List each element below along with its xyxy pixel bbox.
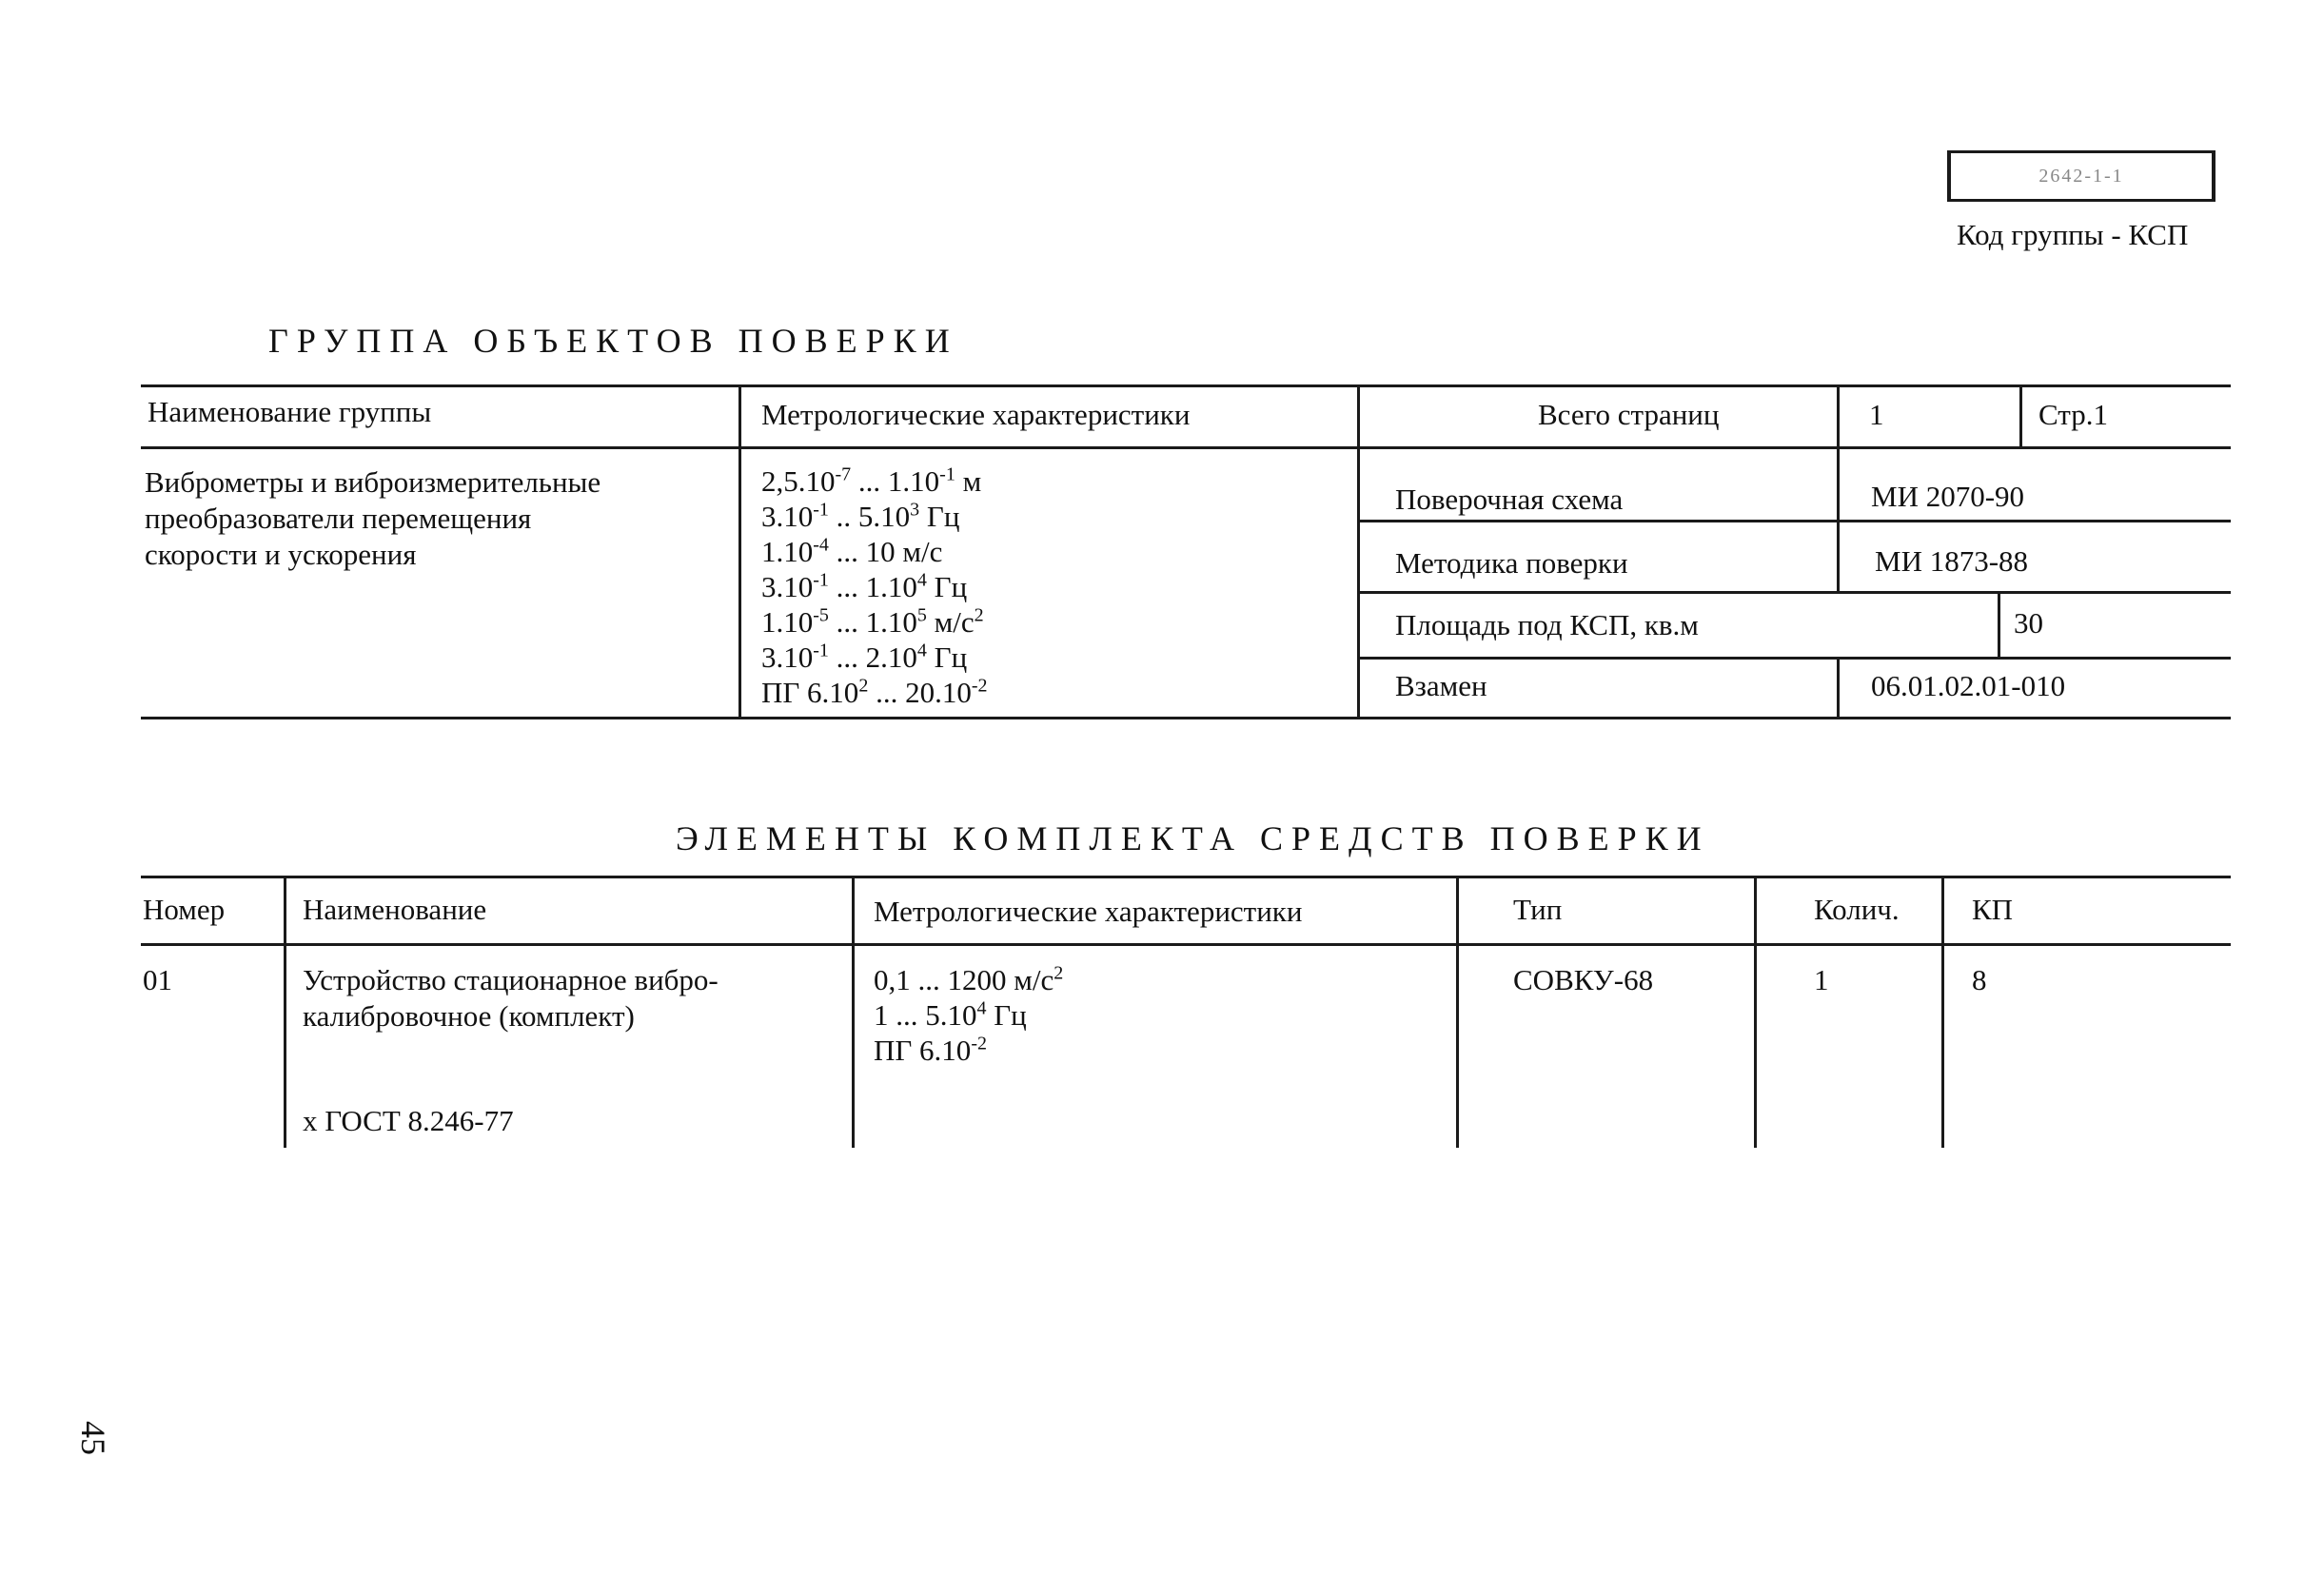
replaces-label: Взамен — [1395, 669, 1487, 702]
total-pages-value: 1 — [1869, 398, 1884, 431]
table2-col-divider-3 — [1456, 876, 1459, 1148]
table1-bottom-rule — [141, 717, 2231, 719]
replaces-value: 06.01.02.01-010 — [1871, 669, 2066, 702]
table2-top-rule — [141, 876, 2231, 878]
table1-row-rule-2 — [1359, 591, 2231, 594]
section2-title: ЭЛЕМЕНТЫ КОМПЛЕКТА СРЕДСТВ ПОВЕРКИ — [676, 819, 1710, 857]
table2-header-rule — [141, 943, 2231, 946]
table1-row-rule-1 — [1359, 520, 2231, 522]
group-metro-line: $1.10^{-4}$ ... 10 м/с — [761, 534, 943, 568]
row-name: Устройство стационарное вибро- калибровочное (комплект) — [303, 963, 719, 1033]
verification-scheme-label: Поверочная схема — [1395, 483, 1624, 516]
area-label: Площадь под КСП, кв.м — [1395, 608, 1699, 641]
row-qty: 1 — [1814, 963, 1829, 996]
table1-col-divider-4 — [2019, 384, 2022, 448]
group-metro-list — [761, 463, 987, 710]
table1-col-divider-1 — [738, 384, 741, 719]
registration-stamp: 2642-1-1 — [1947, 150, 2215, 202]
table1-col-divider-3a — [1837, 384, 1840, 448]
table1-col-divider-3c — [1837, 657, 1840, 719]
row-number: 01 — [143, 963, 172, 996]
table1-top-rule — [141, 384, 2231, 387]
page-number: 45 — [74, 1421, 112, 1455]
row-kp: 8 — [1972, 963, 1987, 996]
row-metro-list — [874, 962, 1063, 1068]
col-header-qty: Колич. — [1814, 893, 1900, 926]
table2-col-divider-1 — [284, 876, 286, 1148]
table2-col-divider-4 — [1754, 876, 1757, 1148]
row-standard: х ГОСТ 8.246-77 — [303, 1104, 514, 1137]
col-header-item-metro: Метрологические характеристики — [874, 895, 1303, 928]
group-code-label: Код группы - КСП — [1957, 218, 2189, 251]
table1-header-rule — [141, 446, 2231, 449]
table1-col-divider-2 — [1357, 384, 1360, 719]
table2-col-divider-2 — [852, 876, 855, 1148]
col-header-type: Тип — [1513, 893, 1563, 926]
col-header-name: Наименование — [303, 893, 487, 926]
group-metro-line: $1.10^{-5}$ ... 1.10$^5$ $м/с^2$ — [761, 604, 984, 639]
method-label: Методика поверки — [1395, 546, 1628, 580]
method-value: МИ 1873-88 — [1875, 544, 2029, 578]
group-metro-line: $2,5.10^{-7}$ ... $1.10^{-1}$ м — [761, 463, 982, 498]
group-metro-line: $3.10^{-1}$ ... 2.10$^4$ Гц — [761, 640, 968, 674]
total-pages-label: Всего страниц — [1538, 398, 1720, 431]
verification-scheme-value: МИ 2070-90 — [1871, 480, 2025, 513]
col-header-kp: КП — [1972, 893, 2014, 926]
row-type: СОВКУ-68 — [1513, 963, 1654, 996]
col-header-group-name: Наименование группы — [148, 395, 432, 428]
section1-title: ГРУППА ОБЪЕКТОВ ПОВЕРКИ — [268, 322, 958, 360]
col-header-metro: Метрологические характеристики — [761, 398, 1191, 431]
group-name-text: Виброметры и виброизмерительные преобразователи перемещения скорости и ускорения — [145, 465, 601, 571]
area-value: 30 — [2014, 606, 2043, 640]
page-label: Стр.1 — [2038, 398, 2108, 431]
table1-row-rule-3 — [1359, 657, 2231, 660]
group-metro-line: ПГ 6.10$^2$ ... $20.10^{-2}$ — [761, 675, 988, 709]
table1-col-divider-3b — [1837, 446, 1840, 591]
table2-col-divider-5 — [1941, 876, 1944, 1148]
table1-col-divider-5 — [1998, 591, 2000, 657]
row-metro-line: ПГ $6.10^{-2}$ — [874, 1033, 987, 1067]
col-header-number: Номер — [143, 893, 226, 926]
group-metro-line: $3.10^{-1}$ ... 1.10$^4$ Гц — [761, 569, 968, 603]
row-metro-line: 0,1 ... 1200 $м/с^2$ — [874, 962, 1064, 996]
group-metro-line: $3.10^{-1}$ .. 5.10$^3$ Гц — [761, 499, 960, 533]
row-metro-line: 1 ... 5.10$^4$ Гц — [874, 997, 1027, 1032]
